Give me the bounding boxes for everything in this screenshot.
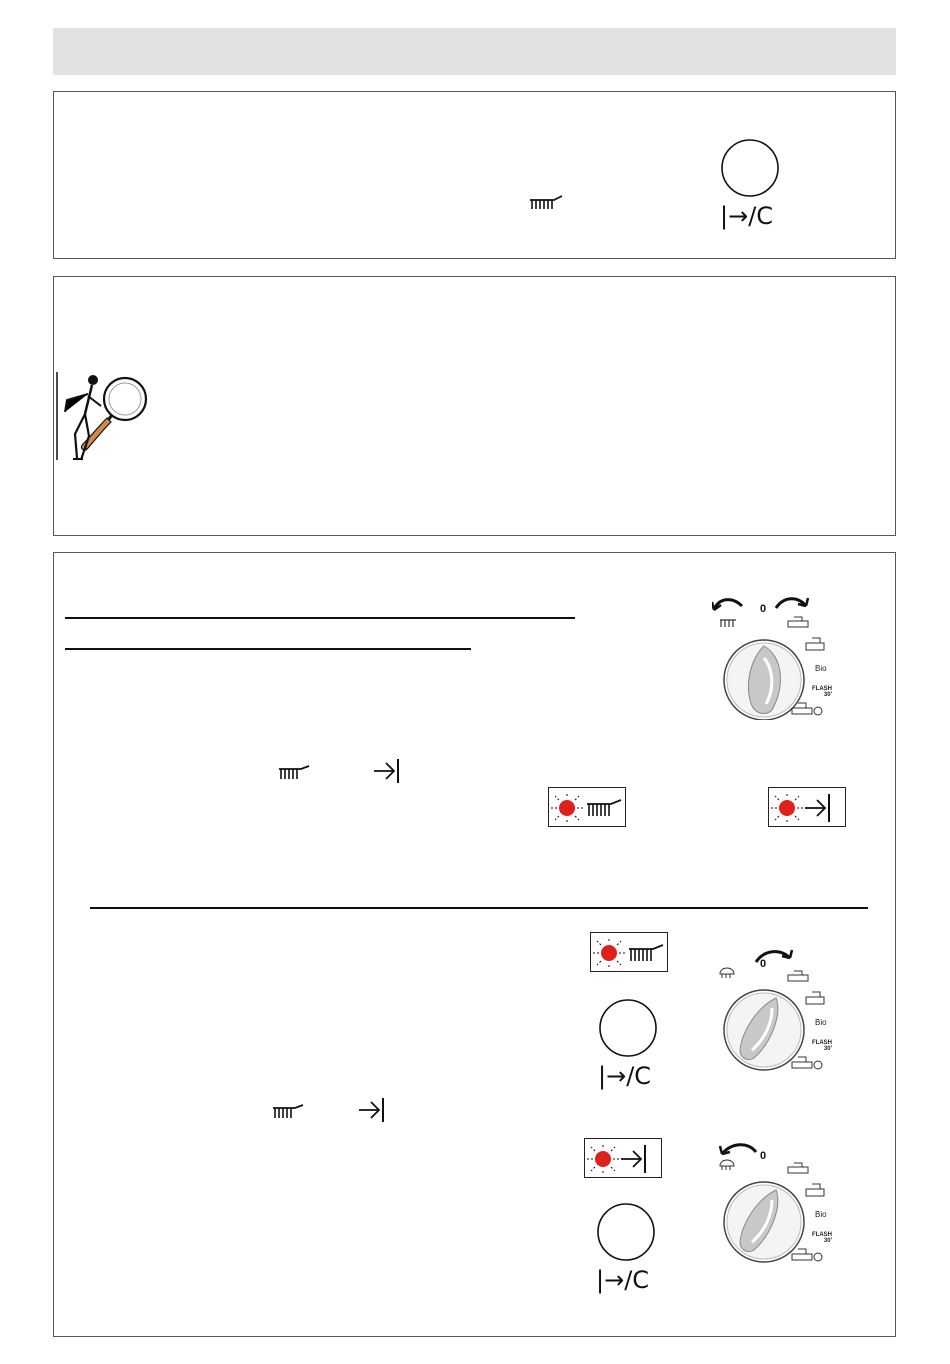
end-led-indicator — [768, 787, 846, 827]
dial-3-flash-label: FLASH 30' — [812, 1232, 832, 1244]
dial-3-zero-label: 0 — [760, 1150, 767, 1162]
end-led-indicator-2 — [584, 1138, 662, 1178]
dial-2-flash-label: FLASH 30' — [812, 1040, 832, 1052]
dial-2-bio-label: Bio — [815, 1018, 827, 1027]
brush-symbol — [528, 192, 564, 214]
start-cancel-button-3[interactable] — [596, 1202, 658, 1268]
brush-led-indicator — [548, 787, 626, 827]
page-header-bar — [53, 28, 896, 75]
dial-3-bio-label: Bio — [815, 1210, 827, 1219]
programme-dial-1[interactable] — [712, 590, 842, 724]
start-cancel-label: |→/C — [720, 202, 774, 230]
dial-1-zero-label: 0 — [760, 603, 767, 615]
start-cancel-button[interactable] — [720, 138, 782, 204]
programme-dial-3[interactable] — [712, 1138, 842, 1272]
brush-led-indicator-2 — [590, 932, 668, 972]
end-arrow-symbol-inline-1 — [372, 758, 402, 788]
dial-1-bio-label: Bio — [815, 664, 827, 673]
dial-2-zero-label: 0 — [760, 958, 767, 970]
heading-underline-2 — [65, 648, 471, 650]
magnifier-figure-icon — [55, 372, 150, 468]
heading-underline-1 — [65, 617, 575, 619]
programme-dial-2[interactable] — [712, 944, 842, 1078]
start-cancel-button-2[interactable] — [598, 998, 660, 1064]
brush-symbol-inline-2 — [271, 1103, 307, 1123]
panel-tip — [53, 276, 896, 536]
end-arrow-symbol-inline-2 — [357, 1097, 387, 1127]
brush-symbol-inline-1 — [277, 764, 313, 784]
section-divider — [90, 907, 868, 909]
dial-1-flash-label: FLASH 30' — [812, 686, 832, 698]
start-cancel-label-3: |→/C — [596, 1266, 650, 1294]
start-cancel-label-2: |→/C — [598, 1062, 652, 1090]
